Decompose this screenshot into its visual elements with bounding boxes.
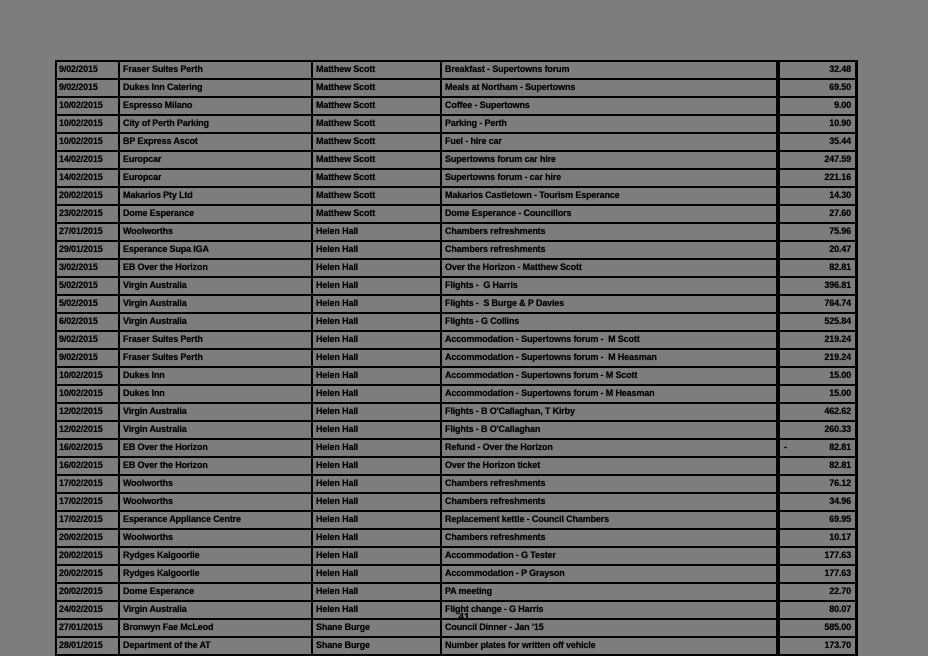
cell-description: Parking - Perth (442, 116, 780, 132)
cell-vendor: Dome Esperance (120, 584, 313, 600)
cell-staff: Matthew Scott (313, 152, 442, 168)
cell-date: 16/02/2015 (57, 440, 120, 456)
cell-staff: Helen Hall (313, 350, 442, 366)
amount-value: 177.63 (824, 568, 851, 578)
table-row (57, 422, 855, 440)
cell-amount (780, 548, 855, 564)
cell-vendor: City of Perth Parking (120, 116, 313, 132)
cell-staff: Matthew Scott (313, 170, 442, 186)
amount-value: 219.24 (824, 352, 851, 362)
cell-date: 24/02/2015 (57, 602, 120, 618)
table-row (57, 62, 855, 80)
cell-vendor: Europcar (120, 170, 313, 186)
cell-vendor: Department of the AT (120, 638, 313, 654)
cell-amount (780, 368, 855, 384)
amount-value: 177.63 (824, 550, 851, 560)
cell-date: 9/02/2015 (57, 62, 120, 78)
cell-amount (780, 530, 855, 546)
cell-vendor: Dukes Inn (120, 368, 313, 384)
cell-date: 20/02/2015 (57, 188, 120, 204)
amount-value: 9.00 (834, 100, 851, 110)
amount-value: 20.47 (829, 244, 851, 254)
cell-date: 27/01/2015 (57, 224, 120, 240)
cell-description: Accommodation - Supertowns forum - M Heasman (442, 350, 780, 366)
cell-vendor: Espresso Milano (120, 98, 313, 114)
table-row (57, 530, 855, 548)
cell-amount (780, 170, 855, 186)
cell-vendor: Virgin Australia (120, 602, 313, 618)
amount-value: 82.81 (829, 460, 851, 470)
cell-description: Flights - B O'Callaghan (442, 422, 780, 438)
cell-staff: Matthew Scott (313, 206, 442, 222)
cell-amount (780, 386, 855, 402)
cell-date: 14/02/2015 (57, 170, 120, 186)
table-row (57, 638, 855, 654)
cell-vendor: Woolworths (120, 224, 313, 240)
cell-amount (780, 332, 855, 348)
table-row (57, 368, 855, 386)
amount-value: 10.17 (829, 532, 851, 542)
amount-value: 10.90 (829, 118, 851, 128)
cell-vendor: Virgin Australia (120, 278, 313, 294)
cell-amount (780, 260, 855, 276)
cell-date: 10/02/2015 (57, 98, 120, 114)
cell-amount (780, 440, 855, 456)
cell-vendor: Fraser Suites Perth (120, 350, 313, 366)
table-row (57, 440, 855, 458)
cell-description: Coffee - Supertowns (442, 98, 780, 114)
expense-table (55, 60, 858, 656)
cell-vendor: Dukes Inn (120, 386, 313, 402)
table-row (57, 206, 855, 224)
cell-amount (780, 404, 855, 420)
cell-description: Accommodation - Supertowns forum - M Scott (442, 368, 780, 384)
table-row (57, 188, 855, 206)
cell-vendor: EB Over the Horizon (120, 458, 313, 474)
table-row (57, 98, 855, 116)
cell-amount (780, 98, 855, 114)
cell-amount (780, 296, 855, 312)
amount-value: 219.24 (824, 334, 851, 344)
amount-value: 22.70 (829, 586, 851, 596)
cell-date: 23/02/2015 (57, 206, 120, 222)
cell-staff: Helen Hall (313, 458, 442, 474)
cell-description: PA meeting (442, 584, 780, 600)
amount-value: 82.81 (829, 442, 851, 452)
cell-staff: Helen Hall (313, 440, 442, 456)
cell-description: Chambers refreshments (442, 476, 780, 492)
cell-description: Dome Esperance - Councillors (442, 206, 780, 222)
cell-staff: Matthew Scott (313, 116, 442, 132)
cell-vendor: Rydges Kalgoorlie (120, 566, 313, 582)
cell-description: Accommodation - P Grayson (442, 566, 780, 582)
cell-amount (780, 566, 855, 582)
cell-description: Makarios Castletown - Tourism Esperance (442, 188, 780, 204)
amount-value: 260.33 (824, 424, 851, 434)
amount-value: 525.84 (824, 316, 851, 326)
cell-vendor: BP Express Ascot (120, 134, 313, 150)
cell-amount (780, 134, 855, 150)
amount-value: 80.07 (829, 604, 851, 614)
cell-date: 20/02/2015 (57, 566, 120, 582)
cell-date: 12/02/2015 (57, 422, 120, 438)
cell-date: 17/02/2015 (57, 512, 120, 528)
cell-date: 27/01/2015 (57, 620, 120, 636)
cell-description: Refund - Over the Horizon (442, 440, 780, 456)
cell-description: Flights - B O'Callaghan, T Kirby (442, 404, 780, 420)
cell-staff: Matthew Scott (313, 62, 442, 78)
cell-description: Accommodation - G Tester (442, 548, 780, 564)
page-number: 41 (458, 612, 470, 623)
cell-staff: Helen Hall (313, 296, 442, 312)
cell-date: 17/02/2015 (57, 494, 120, 510)
table-row (57, 584, 855, 602)
amount-value: 34.96 (829, 496, 851, 506)
cell-date: 14/02/2015 (57, 152, 120, 168)
cell-description: Chambers refreshments (442, 224, 780, 240)
cell-description: Accommodation - Supertowns forum - M Heasman (442, 386, 780, 402)
amount-value: 75.96 (829, 226, 851, 236)
table-row (57, 332, 855, 350)
table-row (57, 260, 855, 278)
amount-value: 69.95 (829, 514, 851, 524)
cell-vendor: Bronwyn Fae McLeod (120, 620, 313, 636)
cell-vendor: Fraser Suites Perth (120, 62, 313, 78)
amount-value: 82.81 (829, 262, 851, 272)
cell-date: 10/02/2015 (57, 386, 120, 402)
cell-amount (780, 206, 855, 222)
cell-vendor: Rydges Kalgoorlie (120, 548, 313, 564)
cell-description: Replacement kettle - Council Chambers (442, 512, 780, 528)
cell-date: 5/02/2015 (57, 296, 120, 312)
cell-description: Fuel - hire car (442, 134, 780, 150)
cell-amount (780, 62, 855, 78)
cell-vendor: Virgin Australia (120, 422, 313, 438)
table-row (57, 80, 855, 98)
cell-description: Supertowns forum car hire (442, 152, 780, 168)
cell-staff: Helen Hall (313, 386, 442, 402)
cell-staff: Helen Hall (313, 242, 442, 258)
cell-amount (780, 80, 855, 96)
cell-vendor: Dome Esperance (120, 206, 313, 222)
cell-staff: Helen Hall (313, 566, 442, 582)
cell-staff: Helen Hall (313, 224, 442, 240)
cell-vendor: EB Over the Horizon (120, 440, 313, 456)
cell-description: Flights - G Harris (442, 278, 780, 294)
cell-date: 29/01/2015 (57, 242, 120, 258)
cell-description: Chambers refreshments (442, 494, 780, 510)
table-row (57, 476, 855, 494)
amount-value: 32.48 (829, 64, 851, 74)
cell-staff: Helen Hall (313, 404, 442, 420)
cell-description: Over the Horizon - Matthew Scott (442, 260, 780, 276)
cell-amount (780, 584, 855, 600)
amount-value: 27.60 (829, 208, 851, 218)
cell-staff: Helen Hall (313, 512, 442, 528)
cell-date: 10/02/2015 (57, 116, 120, 132)
table-row (57, 278, 855, 296)
cell-amount (780, 188, 855, 204)
cell-staff: Helen Hall (313, 260, 442, 276)
table-row (57, 404, 855, 422)
cell-date: 9/02/2015 (57, 332, 120, 348)
cell-vendor: Virgin Australia (120, 314, 313, 330)
amount-value: 585.00 (824, 622, 851, 632)
cell-amount (780, 458, 855, 474)
table-row (57, 116, 855, 134)
table-row (57, 548, 855, 566)
cell-staff: Helen Hall (313, 584, 442, 600)
amount-value: 35.44 (829, 136, 851, 146)
cell-date: 9/02/2015 (57, 350, 120, 366)
cell-staff: Matthew Scott (313, 98, 442, 114)
cell-vendor: Dukes Inn Catering (120, 80, 313, 96)
cell-date: 17/02/2015 (57, 476, 120, 492)
cell-amount (780, 224, 855, 240)
cell-vendor: Fraser Suites Perth (120, 332, 313, 348)
amount-value: 15.00 (829, 370, 851, 380)
table-row (57, 458, 855, 476)
cell-description: Number plates for written off vehicle (442, 638, 780, 654)
cell-description: Chambers refreshments (442, 530, 780, 546)
cell-amount (780, 350, 855, 366)
amount-value: 221.16 (824, 172, 851, 182)
cell-date: 5/02/2015 (57, 278, 120, 294)
amount-value: 15.00 (829, 388, 851, 398)
cell-date: 10/02/2015 (57, 134, 120, 150)
cell-amount (780, 512, 855, 528)
cell-date: 20/02/2015 (57, 548, 120, 564)
table-row (57, 494, 855, 512)
cell-date: 16/02/2015 (57, 458, 120, 474)
cell-date: 28/01/2015 (57, 638, 120, 654)
cell-staff: Helen Hall (313, 278, 442, 294)
cell-amount (780, 494, 855, 510)
amount-value: 396.81 (824, 280, 851, 290)
cell-description: Council Dinner - Jan '15 (442, 620, 780, 636)
table-row (57, 350, 855, 368)
cell-staff: Helen Hall (313, 332, 442, 348)
cell-amount (780, 152, 855, 168)
table-row (57, 170, 855, 188)
cell-vendor: Woolworths (120, 494, 313, 510)
cell-description: Accommodation - Supertowns forum - M Scott (442, 332, 780, 348)
cell-description: Flight change - G Harris (442, 602, 780, 618)
amount-value: 14.30 (829, 190, 851, 200)
cell-description: Supertowns forum - car hire (442, 170, 780, 186)
cell-staff: Helen Hall (313, 314, 442, 330)
table-row (57, 566, 855, 584)
amount-value: 69.50 (829, 82, 851, 92)
cell-staff: Helen Hall (313, 422, 442, 438)
cell-date: 6/02/2015 (57, 314, 120, 330)
cell-vendor: Virgin Australia (120, 296, 313, 312)
table-row (57, 152, 855, 170)
amount-value: 76.12 (829, 478, 851, 488)
amount-value: 247.59 (824, 154, 851, 164)
cell-description: Flights - S Burge & P Davies (442, 296, 780, 312)
table-row (57, 512, 855, 530)
cell-vendor: Makarios Pty Ltd (120, 188, 313, 204)
cell-date: 20/02/2015 (57, 584, 120, 600)
cell-staff: Matthew Scott (313, 134, 442, 150)
cell-amount (780, 242, 855, 258)
cell-amount (780, 476, 855, 492)
cell-vendor: Esperance Supa IGA (120, 242, 313, 258)
table-row (57, 386, 855, 404)
table-row (57, 296, 855, 314)
cell-vendor: Virgin Australia (120, 404, 313, 420)
cell-staff: Helen Hall (313, 494, 442, 510)
cell-staff: Shane Burge (313, 638, 442, 654)
cell-description: Chambers refreshments (442, 242, 780, 258)
cell-vendor: Woolworths (120, 530, 313, 546)
table-row (57, 242, 855, 260)
cell-vendor: Woolworths (120, 476, 313, 492)
cell-date: 9/02/2015 (57, 80, 120, 96)
cell-description: Over the Horizon ticket (442, 458, 780, 474)
cell-description: Breakfast - Supertowns forum (442, 62, 780, 78)
cell-amount (780, 116, 855, 132)
cell-date: 12/02/2015 (57, 404, 120, 420)
cell-staff: Helen Hall (313, 530, 442, 546)
cell-amount (780, 422, 855, 438)
cell-date: 20/02/2015 (57, 530, 120, 546)
negative-sign: - (784, 442, 787, 452)
cell-staff: Helen Hall (313, 368, 442, 384)
cell-staff: Matthew Scott (313, 80, 442, 96)
cell-date: 3/02/2015 (57, 260, 120, 276)
cell-description: Meals at Northam - Supertowns (442, 80, 780, 96)
table-row (57, 224, 855, 242)
cell-staff: Helen Hall (313, 602, 442, 618)
cell-amount (780, 314, 855, 330)
cell-amount (780, 638, 855, 654)
amount-value: 173.70 (824, 640, 851, 650)
cell-staff: Shane Burge (313, 620, 442, 636)
table-row (57, 134, 855, 152)
cell-description: Flights - G Collins (442, 314, 780, 330)
amount-value: 462.62 (824, 406, 851, 416)
cell-vendor: Europcar (120, 152, 313, 168)
cell-date: 10/02/2015 (57, 368, 120, 384)
cell-amount (780, 278, 855, 294)
cell-staff: Helen Hall (313, 476, 442, 492)
cell-staff: Matthew Scott (313, 188, 442, 204)
amount-value: 764.74 (824, 298, 851, 308)
cell-staff: Helen Hall (313, 548, 442, 564)
cell-vendor: EB Over the Horizon (120, 260, 313, 276)
table-row (57, 314, 855, 332)
cell-vendor: Esperance Appliance Centre (120, 512, 313, 528)
